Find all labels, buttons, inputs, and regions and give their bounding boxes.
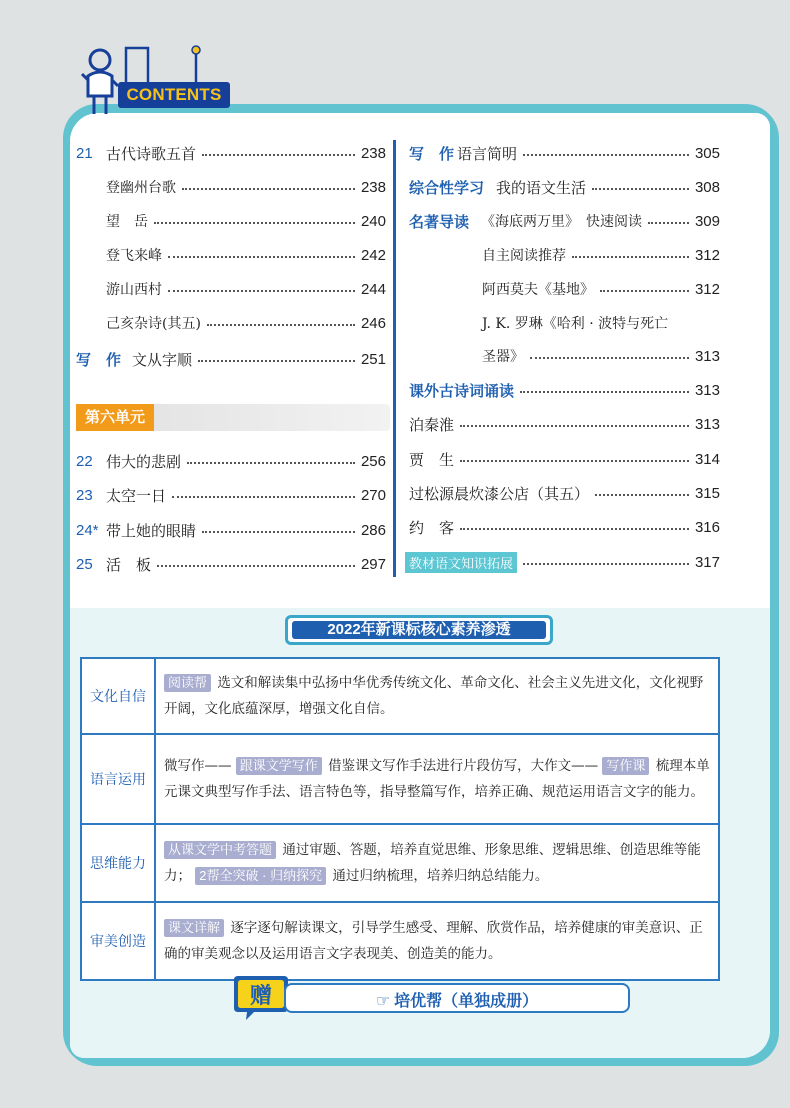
poem-title: 约 客 <box>409 519 455 537</box>
leader-dots <box>154 222 355 224</box>
lesson-title: 古代诗歌五首 <box>106 145 197 163</box>
lesson-title: 登飞来峰 <box>106 248 162 264</box>
toc-row-extension[interactable] <box>405 547 720 577</box>
leader-dots <box>600 290 689 292</box>
lesson-number: 21 <box>76 144 93 162</box>
toc-row[interactable] <box>76 446 386 476</box>
literacy-table <box>80 657 720 981</box>
toc-row[interactable] <box>482 308 720 338</box>
description-cell <box>155 902 719 980</box>
table-row <box>81 734 719 824</box>
leader-dots <box>168 256 355 258</box>
description-text: 通过归纳梳理，培养归纳总结能力。 <box>332 868 549 884</box>
page-number: 244 <box>360 280 386 298</box>
gift-label: 培优帮（单独成册） <box>394 993 539 1010</box>
feature-tag: 写作课 <box>602 757 649 775</box>
toc-row[interactable] <box>409 444 720 474</box>
poem-title: 贾 生 <box>409 451 455 469</box>
page-number: 286 <box>360 521 386 539</box>
leader-dots <box>520 391 689 393</box>
page-number: 312 <box>694 280 720 298</box>
extension-label: 教材语文知识拓展 <box>405 552 517 573</box>
leader-dots <box>523 563 689 565</box>
writing-label: 写 作 <box>409 145 455 163</box>
lesson-title: 圣器》 <box>482 349 524 365</box>
description-cell <box>155 824 719 902</box>
toc-row-extra-poems[interactable] <box>409 375 720 405</box>
toc-row-comprehensive[interactable] <box>409 172 720 202</box>
lesson-number: 23 <box>76 486 93 504</box>
gift-speech-bubble-icon <box>232 972 290 1022</box>
lesson-title: 自主阅读推荐 <box>482 248 566 264</box>
feature-tag: 阅读帮 <box>164 674 211 692</box>
toc-row[interactable] <box>409 478 720 508</box>
page-number: 256 <box>360 452 386 470</box>
toc-row[interactable] <box>106 206 386 236</box>
antenna-icon <box>118 44 202 84</box>
lesson-number: 24* <box>76 521 99 539</box>
page-number: 312 <box>694 246 720 264</box>
toc-row[interactable] <box>482 240 720 270</box>
page-number: 242 <box>360 246 386 264</box>
toc-row[interactable] <box>409 409 720 439</box>
lesson-title: 己亥杂诗(其五) <box>106 316 201 332</box>
leader-dots <box>460 425 689 427</box>
leader-dots <box>592 188 689 190</box>
lesson-title: 活 板 <box>106 556 152 574</box>
toc-row[interactable] <box>482 341 720 371</box>
toc-row[interactable] <box>106 172 386 202</box>
leader-dots <box>648 222 689 224</box>
lesson-title: 我的语文生活 <box>496 179 587 197</box>
toc-row-writing[interactable] <box>409 138 720 168</box>
leader-dots <box>182 188 355 190</box>
gift-icon-text: 赠 <box>249 984 273 1009</box>
lesson-title: 游山西村 <box>106 282 162 298</box>
toc-row[interactable] <box>106 308 386 338</box>
page-number: 315 <box>694 484 720 502</box>
toc-row[interactable] <box>76 549 386 579</box>
leader-dots <box>523 154 689 156</box>
description-text: 梳理本单元课文典型写作手法、语言特色等，指导整篇写作，培养正确、规范运用语言文字的能力。 <box>164 758 710 800</box>
feature-tag: 跟课文学写作 <box>236 757 322 775</box>
lesson-title: 太空一日 <box>106 487 167 505</box>
column-divider <box>393 140 396 577</box>
leader-dots <box>572 256 689 258</box>
leader-dots <box>187 462 355 464</box>
category-cell: 语言运用 <box>81 734 155 824</box>
leader-dots <box>168 290 355 292</box>
core-literacy-banner <box>285 615 553 645</box>
extra-poems-label: 课外古诗词诵读 <box>409 382 515 400</box>
page-number: 251 <box>360 350 386 368</box>
description-text: 选文和解读集中弘扬中华优秀传统文化、革命文化、社会主义先进文化，文化视野开阔，文化底蕴深厚，增强文化自信。 <box>164 675 704 717</box>
lesson-title: J. K. 罗琳《哈利 · 波特与死亡 <box>482 316 669 332</box>
page-number: 308 <box>694 178 720 196</box>
unit-label: 第六单元 <box>76 404 154 431</box>
page-number: 305 <box>694 144 720 162</box>
page-number: 270 <box>360 486 386 504</box>
table-row <box>81 902 719 980</box>
page-number: 317 <box>694 553 720 571</box>
toc-row[interactable] <box>106 240 386 270</box>
toc-row[interactable] <box>409 512 720 542</box>
banner-text: 2022年新课标核心素养渗透 <box>292 621 546 639</box>
toc-row[interactable] <box>76 138 386 168</box>
lesson-title: 阿西莫夫《基地》 <box>482 282 594 298</box>
page-number: 297 <box>360 555 386 573</box>
toc-row[interactable] <box>482 274 720 304</box>
description-prefix: 微写作—— <box>164 758 232 774</box>
lesson-title: 伟大的悲剧 <box>106 453 182 471</box>
description-text: 通过审题、答题，培养直觉思维、形象思维、逻辑思维、创造思维等能力； <box>164 842 701 884</box>
page-number: 313 <box>694 347 720 365</box>
leader-dots <box>172 496 355 498</box>
page-number: 314 <box>694 450 720 468</box>
table-row <box>81 658 719 734</box>
leader-dots <box>460 528 689 530</box>
description-cell <box>155 734 719 824</box>
contents-logo <box>118 82 230 108</box>
toc-row[interactable] <box>76 515 386 545</box>
leader-dots <box>595 494 689 496</box>
page-number: 246 <box>360 314 386 332</box>
page-number: 309 <box>694 212 720 230</box>
leader-dots <box>157 565 355 567</box>
leader-dots <box>530 357 689 359</box>
lesson-title: 带上她的眼睛 <box>106 522 197 540</box>
leader-dots <box>460 460 689 462</box>
lesson-title: 登幽州台歌 <box>106 180 176 196</box>
category-cell: 思维能力 <box>81 824 155 902</box>
page-number: 240 <box>360 212 386 230</box>
lesson-title: 《海底两万里》 快速阅读 <box>481 214 643 230</box>
gift-booklet-bar <box>284 983 630 1013</box>
lesson-title: 望 岳 <box>106 214 148 230</box>
category-cell: 审美创造 <box>81 902 155 980</box>
toc-row[interactable] <box>106 274 386 304</box>
lesson-title: 语言简明 <box>457 145 518 163</box>
leader-dots <box>202 154 355 156</box>
poem-title: 泊秦淮 <box>409 416 455 434</box>
category-cell: 文化自信 <box>81 658 155 734</box>
feature-tag: 课文详解 <box>164 919 224 937</box>
feature-tag: 从课文学中考答题 <box>164 841 276 859</box>
lesson-title: 文从字顺 <box>132 351 193 369</box>
page-number: 316 <box>694 518 720 536</box>
lesson-number: 22 <box>76 452 93 470</box>
description-mid: 借鉴课文写作手法进行片段仿写，大作文—— <box>328 758 599 774</box>
toc-row-classics[interactable] <box>409 206 720 236</box>
page-number: 313 <box>694 381 720 399</box>
toc-row-writing[interactable] <box>76 344 386 374</box>
page-number: 313 <box>694 415 720 433</box>
leader-dots <box>207 324 355 326</box>
leader-dots <box>198 360 355 362</box>
feature-tag: 2帮全突破 · 归纳探究 <box>195 867 326 885</box>
table-row <box>81 824 719 902</box>
page-number: 238 <box>360 144 386 162</box>
description-text: 逐字逐句解读课文，引导学生感受、理解、欣赏作品，培养健康的审美意识、正确的审美观念以及运用语言文字表现美、创造美的能力。 <box>164 920 703 962</box>
comprehensive-label: 综合性学习 <box>409 179 485 197</box>
contents-logo-text: CONTENTS <box>126 85 222 104</box>
leader-dots <box>202 531 355 533</box>
writing-label: 写 作 <box>76 351 122 369</box>
pointing-hand-icon: ☞ <box>375 993 391 1010</box>
page-number: 238 <box>360 178 386 196</box>
classics-label: 名著导读 <box>409 213 470 231</box>
mascot-icon <box>80 46 120 116</box>
gift-label-wrap <box>286 988 628 1011</box>
poem-title: 过松源晨炊漆公店（其五） <box>409 485 590 503</box>
lesson-number: 25 <box>76 555 93 573</box>
description-cell <box>155 658 719 734</box>
toc-row[interactable] <box>76 480 386 510</box>
